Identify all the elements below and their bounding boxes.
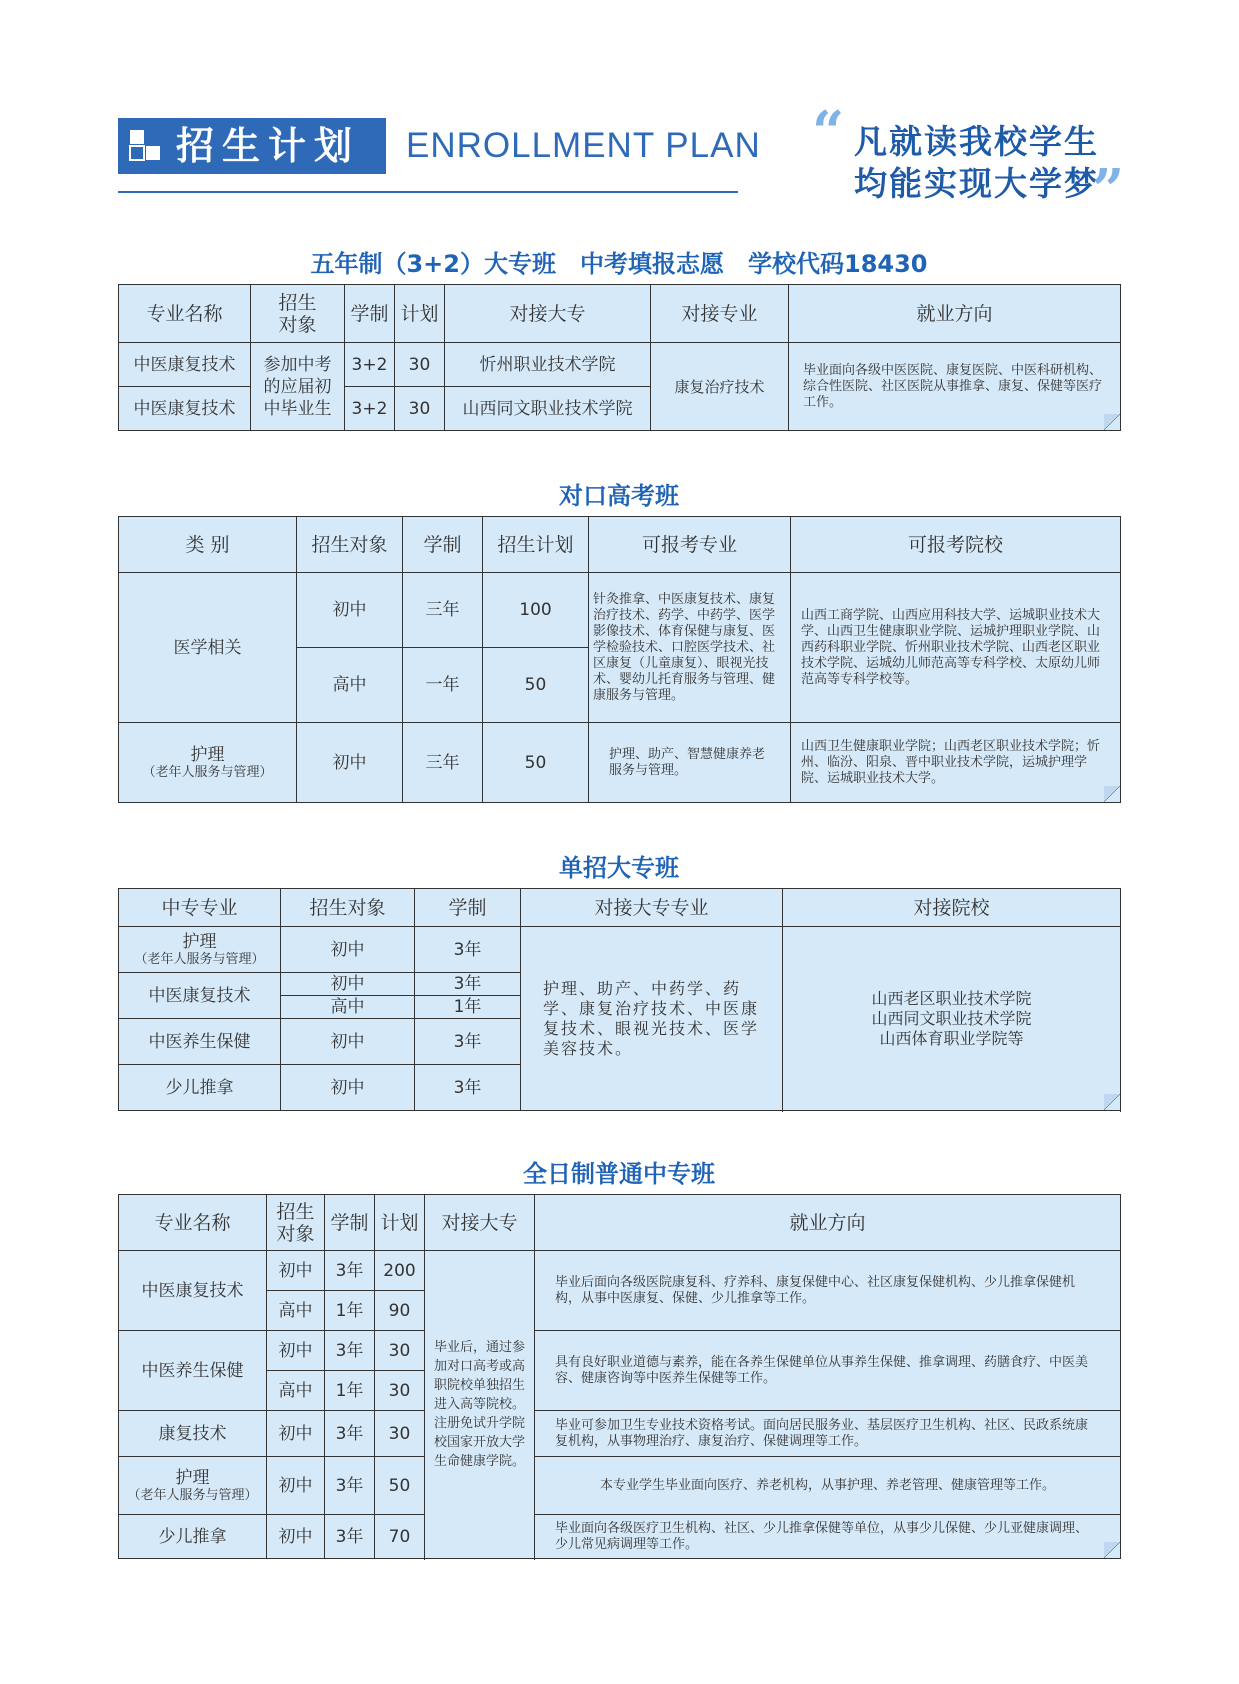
cell-career: 本专业学生毕业面向医疗、养老机构，从事护理、养老管理、健康管理等工作。 (535, 1457, 1121, 1515)
cell-plan: 70 (375, 1515, 425, 1559)
page-title: 招生计划 (176, 124, 361, 168)
cell-duration: 三年 (403, 573, 483, 648)
th-target (267, 1195, 325, 1251)
slogan-line-1: 凡就读我校学生 (854, 122, 1099, 161)
cell-match-major: 康复治疗技术 (651, 343, 789, 431)
cell-duration: 3年 (415, 973, 521, 996)
th-duration: 学制 (415, 889, 521, 927)
page-curl-icon (1104, 1542, 1120, 1558)
th-target: 招生对象 (281, 889, 415, 927)
cell-major: 中医康复技术 (119, 343, 251, 387)
college-item: 山西体育职业学院等 (879, 1028, 1024, 1048)
th-college-major: 对接大专专业 (521, 889, 783, 927)
cell-category-note: （老年人服务与管理） (142, 764, 273, 780)
cell-category (119, 723, 297, 803)
section-title-single-recruit: 单招大专班 (559, 854, 679, 882)
th-plan: 计划 (395, 285, 445, 343)
cell-major (119, 927, 281, 973)
section-title-five-year: 五年制（3+2）大专班 中考填报志愿 学校代码18430 (310, 250, 928, 278)
table-row (119, 1457, 1121, 1515)
header-underline (118, 191, 738, 193)
cell-career: 毕业后面向各级医院康复科、疗养科、康复保健中心、社区康复保健机构、少儿推拿保健机构，从事中医康复、保健、少儿推拿等工作。 (535, 1251, 1121, 1331)
cell-target: 初中 (297, 573, 403, 648)
cell-target: 高中 (281, 996, 415, 1019)
cell-target: 初中 (281, 1065, 415, 1111)
table-row (119, 1515, 1121, 1559)
cell-major: 康复技术 (119, 1411, 267, 1457)
cell-target: 初中 (267, 1457, 325, 1515)
th-category: 类 别 (119, 517, 297, 573)
page-title-en: ENROLLMENT PLAN (406, 126, 761, 165)
cell-duration: 3年 (325, 1331, 375, 1371)
th-plan: 计划 (375, 1195, 425, 1251)
cell-target: 初中 (267, 1251, 325, 1291)
th-major: 专业名称 (119, 1195, 267, 1251)
th-major: 中专专业 (119, 889, 281, 927)
cell-schools: 山西工商学院、山西应用科技大学、运城职业技术大学、山西卫生健康职业学院、运城护理职业学院、山西药科职业学院、忻州职业技术学院、山西老区职业技术学院、运城幼儿师范高等专科学校、太原幼儿师范高等专科学校等。 (791, 573, 1121, 723)
cell-schools: 山西卫生健康职业学院；山西老区职业技术学院；忻州、临汾、阳泉、晋中职业技术学院，运城护理学院、运城职业技术大学。 (791, 723, 1121, 803)
cell-major-main: 护理 (182, 931, 217, 952)
cell-duration: 3年 (415, 927, 521, 973)
cell-plan: 50 (483, 648, 589, 723)
quote-open-icon: “ (812, 99, 845, 165)
th-major: 专业名称 (119, 285, 251, 343)
cell-target: 初中 (297, 723, 403, 803)
cell-target: 初中 (281, 927, 415, 973)
cell-target (251, 343, 345, 431)
cell-plan: 100 (483, 573, 589, 648)
th-target-label: 招生对象 (278, 291, 317, 336)
table-row (119, 927, 1121, 973)
quote-close-icon: ” (1092, 157, 1125, 223)
cell-duration: 3年 (325, 1411, 375, 1457)
cell-target: 初中 (281, 973, 415, 996)
th-majors: 可报考专业 (589, 517, 791, 573)
th-duration: 学制 (345, 285, 395, 343)
table-row (119, 1251, 1121, 1291)
cell-duration: 三年 (403, 723, 483, 803)
cell-duration: 一年 (403, 648, 483, 723)
cell-plan: 30 (375, 1331, 425, 1371)
cell-career: 毕业可参加卫生专业技术资格考试。面向居民服务业、基层医疗卫生机构、社区、民政系统康复机构，从事物理治疗、康复治疗、保健调理等工作。 (535, 1411, 1121, 1457)
cell-target: 高中 (267, 1291, 325, 1331)
table-row (119, 1411, 1121, 1457)
cell-duration: 3年 (325, 1457, 375, 1515)
cell-target: 高中 (297, 648, 403, 723)
table-row (119, 573, 1121, 648)
page-curl-icon (1104, 414, 1120, 430)
cell-major: 少儿推拿 (119, 1515, 267, 1559)
cell-major: 少儿推拿 (119, 1065, 281, 1111)
th-target (251, 285, 345, 343)
section-title-fulltime: 全日制普通中专班 (523, 1160, 715, 1188)
cell-target: 初中 (267, 1515, 325, 1559)
cell-target-text: 参加中考的应届初中毕业生 (263, 354, 332, 419)
cell-target: 初中 (267, 1411, 325, 1457)
cell-major: 中医康复技术 (119, 973, 281, 1019)
th-duration: 学制 (403, 517, 483, 573)
cell-career: 毕业面向各级中医医院、康复医院、中医科研机构、综合性医院、社区医院从事推拿、康复、保健等医疗工作。 (789, 343, 1121, 431)
th-target-label: 招生对象 (276, 1200, 315, 1245)
college-item: 山西老区职业技术学院 (871, 988, 1032, 1008)
table-single-recruit (118, 888, 1121, 1111)
cell-duration: 3年 (325, 1251, 375, 1291)
table-five-year (118, 284, 1121, 431)
cell-duration: 3+2 (345, 387, 395, 431)
cell-plan: 30 (395, 387, 445, 431)
cell-college-majors: 护理、助产、中药学、药学、康复治疗技术、中医康复技术、眼视光技术、医学美容技术。 (521, 927, 783, 1111)
cell-majors: 针灸推拿、中医康复技术、康复治疗技术、药学、中药学、医学影像技术、体育保健与康复、医学检验技术、口腔医学技术、社区康复（儿童康复）、眼视光技术、婴幼儿托育服务与管理、健康服务与管理。 (589, 573, 791, 723)
cell-duration: 3年 (415, 1065, 521, 1111)
th-career: 就业方向 (535, 1195, 1121, 1251)
cell-duration: 3年 (325, 1515, 375, 1559)
grid-logo-icon (128, 128, 168, 164)
page-curl-icon (1104, 786, 1120, 802)
section-header-box (118, 118, 386, 174)
section-title-vocational-exam: 对口高考班 (559, 482, 679, 510)
cell-plan: 30 (395, 343, 445, 387)
th-college: 对接大专 (445, 285, 651, 343)
cell-duration: 3+2 (345, 343, 395, 387)
cell-major: 中医康复技术 (119, 1251, 267, 1331)
cell-target: 初中 (281, 1019, 415, 1065)
th-college: 对接大专 (425, 1195, 535, 1251)
table-vocational-exam (118, 516, 1121, 803)
cell-category: 医学相关 (119, 573, 297, 723)
table-row (119, 1331, 1121, 1371)
cell-plan: 90 (375, 1291, 425, 1331)
cell-target: 初中 (267, 1331, 325, 1371)
th-duration: 学制 (325, 1195, 375, 1251)
cell-plan: 50 (483, 723, 589, 803)
cell-duration: 1年 (325, 1371, 375, 1411)
cell-career: 具有良好职业道德与素养，能在各养生保健单位从事养生保健、推拿调理、药膳食疗、中医美容、健康咨询等中医养生保健等工作。 (535, 1331, 1121, 1411)
th-target: 招生对象 (297, 517, 403, 573)
cell-duration: 1年 (325, 1291, 375, 1331)
cell-duration: 1年 (415, 996, 521, 1019)
table-fulltime (118, 1194, 1121, 1559)
cell-major-main: 护理 (175, 1467, 210, 1488)
cell-majors: 护理、助产、智慧健康养老服务与管理。 (589, 723, 791, 803)
cell-plan: 30 (375, 1371, 425, 1411)
cell-major: 中医养生保健 (119, 1019, 281, 1065)
college-item: 山西同文职业技术学院 (871, 1008, 1032, 1028)
th-match-major: 对接专业 (651, 285, 789, 343)
cell-duration: 3年 (415, 1019, 521, 1065)
cell-career: 毕业面向各级医疗卫生机构、社区、少儿推拿保健等单位，从事少儿保健、少儿亚健康调理、少儿常见病调理等工作。 (535, 1515, 1121, 1559)
cell-major: 中医养生保健 (119, 1331, 267, 1411)
cell-plan: 200 (375, 1251, 425, 1291)
cell-college: 忻州职业技术学院 (445, 343, 651, 387)
slogan-line-2: 均能实现大学梦 (854, 164, 1099, 203)
cell-plan: 50 (375, 1457, 425, 1515)
page-curl-icon (1104, 1094, 1120, 1110)
cell-major (119, 1457, 267, 1515)
th-career: 就业方向 (789, 285, 1121, 343)
cell-colleges (783, 927, 1121, 1111)
cell-target: 高中 (267, 1371, 325, 1411)
cell-major-note: （老年人服务与管理） (127, 1487, 258, 1503)
cell-college: 毕业后，通过参加对口高考或高职院校单独招生进入高等院校。注册免试升学院校国家开放大学生命健康学院。 (425, 1251, 535, 1559)
th-schools: 可报考院校 (791, 517, 1121, 573)
cell-major-note: （老年人服务与管理） (134, 951, 265, 967)
cell-college: 山西同文职业技术学院 (445, 387, 651, 431)
cell-plan: 30 (375, 1411, 425, 1457)
table-row (119, 343, 1121, 387)
cell-category-main: 护理 (190, 744, 225, 765)
th-college: 对接院校 (783, 889, 1121, 927)
table-row (119, 723, 1121, 803)
th-plan: 招生计划 (483, 517, 589, 573)
cell-major: 中医康复技术 (119, 387, 251, 431)
